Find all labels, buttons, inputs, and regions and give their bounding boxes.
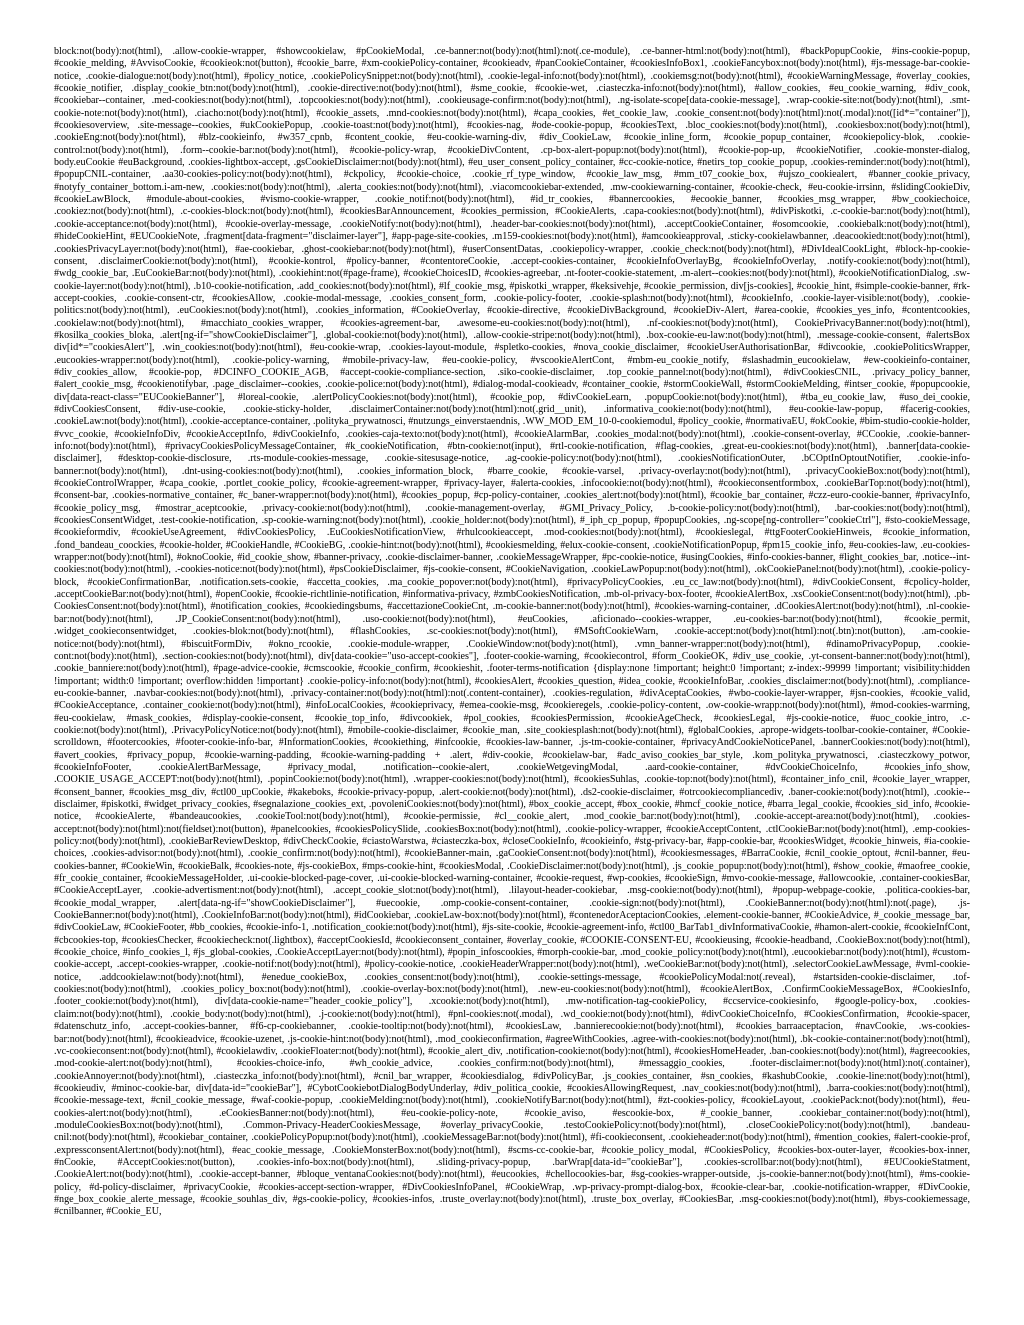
css-selector-text: block:not(body):not(html), .allow-cookie-wrapper, #showcookielaw, #pCookieModal, .ce-banner:not(body):not(html):not(.ce-module), .ce-banner-html:not(body):not(html), #backPopupCookie, #ins-cookie-popup, #cookie_melding, #AvvisoCookie, #cookieok:not(button), #cookie_barre, #xm-cookiePolicy-container, #cookieadv, #panCookieContainer, #cookiesInfoBox1, .cookieFancybox:not(body):not(html), #js-message-bar-cookie-notice, .cookie-dialogue:not(body):not(html), #policy_notice, .cookiePolicySnippet:not(body):not(html), .cookie-legal-info:not(body):not(html), .cookiemsg:not(body):not(html), #cookieWarningMessage, #overlay_cookies, #cookie_notifier, .display_cookie_btn:not(body):not(html), .cookie-directive:not(body):not(html), #sme_cookie, #cookie-wet, .ciasteczka-info:not(body):not(html), #allow_cookies, #eu_cookie_warning, #div_cook, #cookiebar--container, .med-cookies:not(body):not(html), .topcookies:not(body):not(html), .cookieusage-confirm:not(body):not(html), .ng-isolate-scope[data-cookie-message], .wrap-cookie-site:not(body):not(html), .smt-cookie-note:not(body):not(html), .ciacho:not(body):not(html), #cookie_assets, .mnd-cookies:not(body):not(html), #capa_cookies, #et_cookie_law, .cookie_consent:not(body):not(html):not(.modal):not([id*="container"]), #cookiesoverview, .site-message--cookies, #ukCookiePopup, .cookie-toast:not(body):not(html), #cookies-nag, #ode-cookie-popup, #cookiesText, .bloc_cookies:not(body):not(html), .cookiesbox:not(body):not(html), .cookieEng:not(body):not(html), #blz-cookieinfo, #w357_cpnb, #content_cookie, #eu-cookie-warning-div, #div_CookieLaw, #cookie_inline_form, #cookie_popup_container, #cookiepolicy-blok, .cookie-control:not(body):not(html), .form--cookie-bar:not(body):not(html), #cookie-policy-wrap, #cookieDivContent, .cp-box-alert-popup:not(body):not(html), #cookie-pop-up, #cookieNotifier, .cookie-monster-dialog, body.euCookie #euBackground, .cookies-lightbox-accept, .gsCookieDisclaimer:not(body):not(html), #eu_user_consent_policy_container, #cc-cookie-notice, #netirs_top_cookie_popup, .cookies-reminder:not(body):not(html), #popupCNIL-container, .aa30-cookies-policy:not(body):not(html), #ckpolicy, #cookie-choice, .cookie_rf_type_window, #cookie_law_msg, #mm_t07_cookie_box, #ujszo_cookiealert, #banner_cookie_privacy, #notyfy_container_bottom.i-am-new, .cookies:not(body):not(html), .alerta_cookies:not(body):not(html), .viacomcookiebar-extended, .mw-cookiewarning-container, #cookie-check, #eu-cookie-irrsinn, #slidingCookieDiv, #cookieLawBlock, #module-about-cookies, #vismo-cookie-wrapper, .cookie_notif:not(body):not(html), #id_tr_cookies, #bannercookies, #ecookie_banner, #cookies_msg_wrapper, #bw_cookiechoice, .cookiez:not(body):not(html), .c-cookies-block:not(body):not(html), #cookiesBarAnnouncement, #cookies_permission, #CookieAlerts, .capa-cookies:not(body):not(html), #divPiskotki, .c-cookie-bar:not(body):not(html), .cookie-acceptance:not(body):not(html), #cookie-overlay-message, .cookieNotify:not(body):not(html), .header-bar-cookies:not(body):not(html), .acceptCookieContainer, #osomcookie, .cookiebalk:not(body):not(html), #hideCookieHint, #EUCookieNote, .fragment[data-fragment="disclaimer-layer"], #app-page-site-cookies, .m159-cookies:not(body):not(html), #amcookieapproval, .sticky-cookielawbanner, .deacookiedt:not(body):not(html), .cookiesPrivacyLayer:not(body):not(html), #ae-cookiebar, .ghost-cookiebar:not(body):not(html), #userConsentDatas, .cookiepolicy-wrapper, .cookie_check:not(body):not(html), #DivIdealCookLight, #block-hp-cookie-consent, .disclaimerCookie:not(body):not(html), #cookie-kontrol, #policy-banner, #contentoreCookie, .accept-cookies-container, #cookieInfoOverlayBg, #cookieInfoOverlay, .notify-cookie:not(body):not(html), #wdg_cookie_bar, .EuCookieBar:not(body):not(html), .cookiehint:not(#page-frame), #cookieChoicesID, #cookies-agreebar, .nt-footer-cookie-statement, .m-alert--cookies:not(body):not(html), #cookieNotificationDialog, .sw-cookie-layer:not(body):not(html), .b10-cookie-notification, .add_cookies:not(body):not(html), #lf_cookie_msg, #piskotki_wrapper, #keksivehje, #cookie_permission, div[js-cookies], #cookie_hint, #simple-cookie-banner, #rk-accept-cookies, .cookie-consent-ctr, #cookiesAllow, .cookie-modal-message, .cookies_consent_form, .cookie-policy-footer, .cookie-splash:not(body):not(html), #cookieInfo, .cookie-layer-visible:not(body), .cookie-politics:not(body):not(html), .euCookies:not(body):not(html), .cookies_information, #CookieOverlay, #cookie-directive, #cookieDivBackground, #cookieDiv-Alert, #area-cookie, #cookies_yes_info, #contentcookies, .cookielaw:not(body):not(html), #macchiato_cookies_wrapper, #cookies-agreement-bar, .awesome-eu-cookies:not(body):not(html), .nf-cookies:not(body):not(html), CookiePrivacyBanner:not(body):not(html), #kosilka_cookies_bloka, .alert[ng-if="showCookieDisclaimer"], .global-cookie:not(body):not(html), .allow-cookie-stripe:not(body):not(html), .box-cookie-eu-law:not(body):not(html), .message-cookie-consent, #alertsBox div[id*="cookiesAlert"], .win_cookies:not(body):not(html), #eu-cookie-wrap, .cookies-layout-module, #spletko-cookies, #nova_cookie_disclaimer, #cookieUserAuthorisationBar, #divcookie, .cookiePoliticsWrapper, .eucookies-wrapper:not(body):not(html), .cookie-policy-warning, #mobile-privacy-law, #eu-cookie-policy, #vscookieAlertCont, #mbm-eu_cookie_notify, #slashadmin_eucookielaw, #ew-cookieinfo-container, #div_cookies_allow, #cookie-pop, #DCINFO_COOKIE_AGB, #accept-cookie-compliance-section, .siko-cookie-disclaimer, .top_cookie_pannel:not(body):not(html), #divCookiesCNIL, .privacy_policy_banner, #alert_cookie_msg, #cookienotifybar, .page_disclaimer--cookies, .cookie-police:not(body):not(html), #dialog-modal-cookieadv, #container_cookie, #stormCookieWall, #stormCookieMelding, #intser_cookie, #popupcookie, div[data-react-class="EUCookieBanner"], #loreal-cookie, .alertPolicyCookies:not(body):not(html), #cookie_pop, #divCookieLearn, .popupCookie:not(body):not(html), #tba_eu_cookie_law, #uso_dei_cookie, #divCookiesConsent, #div-use-cookie, .cookie-sticky-holder, .disclaimerContainer:not(body):not(html):not(.grid__unit), .informativa_cookie:not(body):not(html), #eu-cookie-law-popup, #facerig-cookies, .cookieLaw:not(body):not(html), .cookie-acceptance-container, .polityka_prywatnosci, #nutzungs_einverstaendnis, .WW_MOD_EM_10-0-cookiemodul, #policy_cookie, #normativaEU, #okCookie, #bim-studio-cookie-holder, #vvc_cookie, #cookieInfoDiv, #cookieAcceptInfo, #divCookieInfo, .cookies-caja-texto:not(body):not(html), #cookieAlarmBar, .cookies_modal:not(body):not(html), .cookie-consent-overlay, #CCookie, .cookie-banner-info:not(body):not(html), #privacyCookiesPolicyMessageContainer, #k_cookieNotification, #btn-cookie:not(input), #rtl-cookie-notification, #flag-cookies, .great-eu-cookies:not(body):not(html), .banner[data-cookie-disclaimer], #desktop-cookie-disclosure, .rts-module-cookies-message, .cookie-sitesusage-notice, .ag-cookie-policy:not(body):not(html), .cookiesNotificationOuter, .bCOptInOptoutNotifier, .cookie-info-banner:not(body):not(html), .dnt-using-cookies:not(body):not(html), .cookies_information_block, #barre_cookie, #cookie-varsel, .privacy-overlay:not(body):not(html), .privacyCookieBox:not(body):not(html), #cookieControlWrapper, #capa_cookie, .portlet_cookie_policy, #cookie-agreement-wrapper, #privacy-layer, #alerta-cookies, .infocookie:not(body):not(html), #cookieconsentformbox, .cookieBarTop:not(body):not(html), #consent-bar, .cookies-normative_container, #c_baner-wrapper:not(body):not(html), #cookies_popup, #cp-policy-container, .cookies_alert:not(body):not(html), #cookie_bar_container, #czz-euro-cookie-banner, #privacyInfo, #cookie_policy_msg, #mostrar_aceptcookie, .privacy-cookie:not(body):not(html), .cookie-management-overlay, #GMI_Privacy_Policy, .b-cookie-policy:not(body):not(html), .bar-cookies:not(body):not(html), #cookiesConsentWidget, .test-cookie-notification, .sp-cookie-warning:not(body):not(html), .cookie_holder:not(body):not(html), #_iph_cp_popup, #popupCookies, .ng-scope[ng-controller="cookieCtrl"], #sto-cookieMessage, #cookieformdiv, #cookieUseAgreement, #divCookiesPolicy, .EuCookiesNotificationView, #rhulcookieaccept, .mod-cookies:not(body):not(html), #cookieslegal, #ttgFooterCookieHinweis, #cookie_information, .fond_bandeau_coockies, #cookie-holder, #CookieHandle, #CookieBG, .cookie-hint:not(body):not(html), #cookiesmelding, #elux-cookie-consent, .cookieNotificationPopup, #pm15_cookie_info, #eu-cookies-law, .eu-cookies-wrapper:not(body):not(html), #oknoCookie, #id_cookie_show, #banner-privacy, .cookie-disclaimer-banner, .cookieMessageWrapper, #pc-cookie-notice, #usingCookies, #info-cookies-banner, #light_cookies_bar, .notice--int-cookies:not(body):not(html), .-cookies-notice:not(body):not(html), #psCookieDisclaimer, #js-cookie-consent, #CookieNavigation, .cookieLawPopup:not(body):not(html), .okCookiePanel:not(body):not(html), .cookie-policy-block, #cookieConfirmationBar, .notification.sets-cookie, #accetta_cookies, .ma_cookie_popover:not(body):not(html), #privacyPolicyCookies, .eu_cc_law:not(body):not(html), #divCookieConsent, #cpolicy-holder, .acceptCookieBar:not(body):not(html), #openCookie, #cookie-richtlinie-notification, #informativa-privacy, #zmbCookiesNotification, .mb-ol-privacy-box-footer, #cookieAlertBox, .xsCookieConsent:not(body):not(html), .pb-CookiesConsent:not(body):not(html), #notification_cookies, #cookiedingsbums, #accettazioneCookieCnt, .m-cookie-banner:not(body):not(html), #cookies-warning-container, .dCookiesAlert:not(body):not(html), .nl-cookie-bar:not(body):not(html), .JP_CookieConsent:not(body):not(html), .uso-cookie:not(body):not(html), #euCookies, .aficionado--cookies-wrapper, .eu-cookies-bar:not(body):not(html), #cookie_permit, .widget_cookieconsentwidget, .cookies-blok:not(body):not(html), #flashCookies, .sc-cookies:not(body):not(html), #MSoftCookieWarn, .cookie-accept:not(body):not(html):not(.btn):not(button), .am-cookie-notice:not(body):not(html), #biscuitFormDiv, #okno_rcookie, .cookie-module-wrapper, .CookieWindow:not(body):not(html), .vmn_banner-wrapper:not(body):not(html), #dinamoPrivacyPopup, .cookie-cont:not(body):not(html), .section-cookies:not(body):not(html), div[data-cookie="uso-accept-cookies"], .footer-cookie-warning, #cookiecontrol, #form_CookieOK, #div_use_cookie, .yt-consent-banner:not(body):not(html), .cookie_banniere:not(body):not(html), #page-advice-cookie, #cmscookie, #cookie_confirm, #cookieshit, .footer-terms-notification {display:none !important; height:0 !important; z-index:-99999 !important; visibility:hidden !important; width:0 !important; overflow:hidden !important} .cookie-policy-info:not(body):not(html), #cookiesAlert, #cookies_question, #idea_cookie, #cookieInfoBar, .cookies_disclaimer:not(body):not(html), .compliance-eu-cookie-banner, .navbar-cookies:not(body):not(html), .privacy-container:not(body):not(html):not(.content-container), .cookies-regulation, #divAceptaCookies, #wbo-cookie-layer-wrapper, #jsn-cookies, #cookie_valid, #CookieAcceptance, .container_cookie:not(body):not(html), #infoLocalCookies, #cookieprivacy, #emea-cookie-msg, #cookieregels, .cookie-policy-content, .ow-cookie-wrapp:not(body):not(html), #mod-cookies-warrning, #eu-cookielaw, #mask_cookies, #display-cookie-consent, #cookie_top_info, #divcookiek, #pol_cookies, #cookiesPermission, #cookieAgeCheck, #cookiesLegal, #js-cookie-notice, #uoc_cookie_intro, .c-cookie:not(body):not(html), .PrivacyPolicyNotice:not(body):not(html), #mobile-cookie-disclaimer, #cookie_man, .site_cookiesplash:not(body):not(html), #globalCookies, .aprope-widgets-toolbar-cookie-container, #Cookie-scrolldown, #footercookies, #footer-cookie-info-bar, #InformationCookies, #cookiething, #infcookie, #cookies-law-banner, .js-tm-cookie-container, #privacyAndCookieNoticePanel, .bannerCookies:not(body):not(html), #avert_cookies, #privacy_popup, #cookie-warning-padding, #cookie-warning-padding + .alert, #div-cookie, #cookielaw-bar, #adc_aviso_cookies_bar_style, .kom_polityka_prywatnosci, .ciasteczkowy_potwor, #cookieInfoFooter, .cookieAlertBarMessage, #privacy_modal, .notification--cookie-alert, .cookieWetgevingModal, .aard-cookie-container, #dvCookieChoiceInfo, #cookies_info_show, .COOKIE_USAGE_ACCEPT:not(body):not(html), .popinCookie:not(body):not(html), .wrapper-cookies:not(body):not(html), #cookiesSuhlas, .cookie-top:not(body):not(html), #container_info_cnil, #cookie_layer_wrapper, #consent_banner, #cookies_msg_div, #ctl00_upCookie, #kakeboks, #cookie-privacy-popup, .alert-cookie:not(body):not(html), .ds2-cookie-disclaimer, #otrcookiecompliancediv, .baner-cookie:not(body):not(html), .cookie--disclaimer, #piskotki, #widget_privacy_cookies, #segnalazione_cookies_ext, .povoleniCookies:not(body):not(html), #box_cookie_accept, #box_cookie, #hmcf_cookie_notice, #barra_legal_cookie, #cookies_sid_info, #cookie-notice, #cookieAlerte, #bandeaucookies, .cookieTool:not(body):not(html), #cookie-permissie, #cl__cookie_alert, .mod_cookie_bar:not(body):not(html), .cookie-accept-area:not(body):not(html), .cookies-accept:not(body):not(html):not(fieldset):not(button), #panelcookies, #cookiesPolicySlide, .cookiesBox:not(body):not(html), .cookie-policy-wrapper, #cookieAcceptContent, .ctlCookieBar:not(body):not(html), .emp-cookies-policy:not(body):not(html), .cookieBarReviewDesktop, #divCheckCookie, #ciastoWarstwa, #ciasteczka-box, #closeCookieInfo, #cookieinfo, #stg-privacy-bar, #app-cookie-bar, #cookiesWidget, #cookie_hinweis, #ia-cookie-choices, .cookies-advisor:not(body):not(html), .cookie_confirm:not(body):not(html), #cookieBanner-main, .gaCookieConsent:not(body):not(html), #cookiesmessages, #BarraCookie, #cnil_cookie_optout, #cnil-banner, #eu-cookies-banner, #CookieWin, #cookieBalk, #cookies-note, #js-cookieBox, #mps-cookie-hint, #cookiesModal, .CookieDisclaimer:not(body):not(html), .js_cookie_popup:not(body):not(html), #show_cookie, #maofree_cookie, #fr_cookie_container, #cookieMessageHolder, .ui-cookie-blocked-page-cover, .ui-cookie-blocked-warning-container, #cookie-request, #wp-cookies, #cookieSign, #mvo-cookie-message, #allowcookie, .container-cookiesBar, #CookieAcceptLayer, .cookie-advertisment:not(body):not(html), .accept_cookie_slot:not(body):not(html), .lilayout-header-cookiebar, .msg-cookie:not(body):not(html), #popup-webpage-cookie, .politica-cookies-bar, #cookie_modal_wrapper, .alert[data-ng-if="showCookieDisclaimer"], #uecookie, .omp-cookie-consent-container, .cookie-sign:not(body):not(html), .CookieBanner:not(body):not(html):not(.page), .js-CookieBanner:not(body):not(html), .CookieInfoBar:not(body):not(html), #idCookiebar, .cookieLaw-box:not(body):not(html), #contenedorAceptacionCookies, .element-cookie-banner, #CookieAdvice, #_cookie_message_bar, #divCookieLaw, #CookieFooter, #bb_cookies, #cookie-info-1, .notification_cookie:not(body):not(html), #js-site-cookie, #cookie-agreement-info, #ctl00_BarTab1_divInformativaCookie, #hamon-alert-cookie, #cookieInfCont, #cbcookies-top, #cookiesChecker, #cookiecheck:not(.lightbox), #acceptCookiesId, #cookieconsent_container, #overlay_cookie, #COOKIE-CONSENT-EU, #cookieusing, #cookie-headband, .CookieBox:not(body):not(html), #cookie_choice, #info_cookies_l, #js_global-cookies, .CookieAcceptLayer:not(body):not(html), #popin_infoscookies, #morph-cookie-bar, .mod_cookie_policy:not(body):not(html), .eucookiebar:not(body):not(html), #custom-cookie-accept, .accept-cookies-wrapper, .cookie-notif:not(body):not(html), #policy-cookie-notice, .cookieHeaderWrapper:not(body):not(html), .weCookieBar:not(body):not(html), .selectorCookieLawMessage, #vml-cookie-notice, .addcookielaw:not(body):not(html), #enedue_cookieBox, .cookies_consent:not(body):not(html), .cookie-settings-message, #cookiePolicyModal:not(.reveal), #startsiden-cookie-disclaimer, .tof-cookies:not(body):not(html), .cookies_policy_box:not(body):not(html), .cookie-overlay-box:not(body):not(html), .new-eu-cookies:not(body):not(html), #cookieAlertBox, .ConfirmCookieMessageBox, #CookiesInfo, .footer_cookie:not(body):not(html), div[data-cookie-name="header_cookie_policy"], .xcookie:not(body):not(html), .mw-notification-tag-cookiePolicy, #ccservice-cookiesinfo, #google-policy-box, .cookies-claim:not(body):not(html), .cookie_body:not(body):not(html), .j-cookie:not(body):not(html), #pnl-cookies:not(.modal), .wd_cookie:not(body):not(html), #divCookieChoiceInfo, #CookiesConfirmation, #cookie-spacer, #datenschutz_info, .accept-cookies-banner, #f6-cp-cookiebanner, .cookie-tooltip:not(body):not(html), #cookiesLaw, .bannierecookie:not(body):not(html), #cookies_barraaceptacion, #navCookie, .ws-cookies-bar:not(body):not(html), #cookieadvice, #cookie-uzenet, .js-cookie-hint:not(body):not(html), .mod_cookieconfirmation, #agreeWithCookies, .agree-with-cookies:not(body):not(html), .bk-cookie-container:not(body):not(html), .vc-cookieconsent:not(body):not(html), #cookielawdiv, .cookieFloater:not(body):not(html), #cookie_alert_div, .notification-cookie:not(body):not(html), #cookiesHomeHeader, .ban-cookies:not(body):not(html), #agreecookies, .mod-cookie-alert:not(body):not(html), #cookies-choice-info, #wh_cookie_advice, .cookies_confirm:not(body):not(html), #messaggio_cookies, .footer-disclaimer:not(body):not(html):not(.container), .cookieAnnoyer:not(body):not(html), .ciasteczka_info:not(body):not(html), #cnil_bar_wrapper, #cookiesdialog, #divPolicyBar, .js_cookies_container, #sn_cookies, #kashubCookie, .cookie-line:not(body):not(html), #cookieudiv, #minoc-cookie-bar, div[data-id="cookieBar"], #CybotCookiebotDialogBodyUnderlay, #div_politica_cookie, #cookiesAllowingRequest, .nav_cookies:not(body):not(html), .barra-cookies:not(body):not(html), #cookie-message-text, #cnil_cookie_message, #waf-cookie-popup, .cookieMelding:not(body):not(html), .cookieNotifyBar:not(body):not(html), #zt-cookies-policy, #cookieLayout, .cookiePack:not(body):not(html), #eu-cookies-alert:not(body):not(html), .eCookiesBanner:not(body):not(html), #eu-cookie-policy-note, #cookie_aviso, #escookie-box, #_cookie_banner, .cookiebar_container:not(body):not(html), .moduleCookiesBox:not(body):not(html), .Common-Privacy-HeaderCookiesMessage, #overlay_privacyCookie, .testoCookiePolicy:not(body):not(html), .closeCookiePolicy:not(body):not(html), .bandeau-cnil:not(body):not(html), #cookiebar_container, .cookiePolicyPopup:not(body):not(html), .cookieMessageBar:not(body):not(html), #fi-cookieconsent, .cookieheader:not(body):not(html), #mention_cookies, #alert-cookie-prof, .expressconsentAlert:not(body):not(html), #eac_cookie_message, .CookieMonsterBox:not(body):not(html), #scms-cc-cookie-bar, #cookie_policy_modal, #CookiesPolicy, #cookies-box-outer-layer, #cookies-box-inner, #nCookie, #AcceptCookies:not(button), .cookies-info-box:not(body):not(html), .sliding-privacy-popup, .barWrap[data-id="cookieBar"], .cookies-scrollbar:not(body):not(html), #EUCookieStatment, .CookieAlert:not(body):not(html), .cookie-accept-banner, #bloque_ventanaCookies:not(body):not(html), #eucookies, #chellocookies-bar, #sg-cookies-wrapper-outside, .js-cookie-banner:not(body):not(html), #ms-cookie-policy, #d-policy-disclaimer, #privacyCookie, #cookies-accept-section-wrapper, #DivCookiesInfoPanel, #CookieWrap, .wp-privacy-prompt-dialog-box, #cookie-clear-bar, .cookie-notification-wrapper, #DivCookie, #nge_box_cookie_alerte_message, #cookie_souhlas_div, #gs-cookie-policy, #cookies-infos, .truste_overlay:not(body):not(html), .truste_box_overlay, #CookiesBar, .msg-cookies:not(body):not(html), #bys-cookiemessage, #cnilbanner, #Cookie_EU, <box>54 46 970 1218</box>
